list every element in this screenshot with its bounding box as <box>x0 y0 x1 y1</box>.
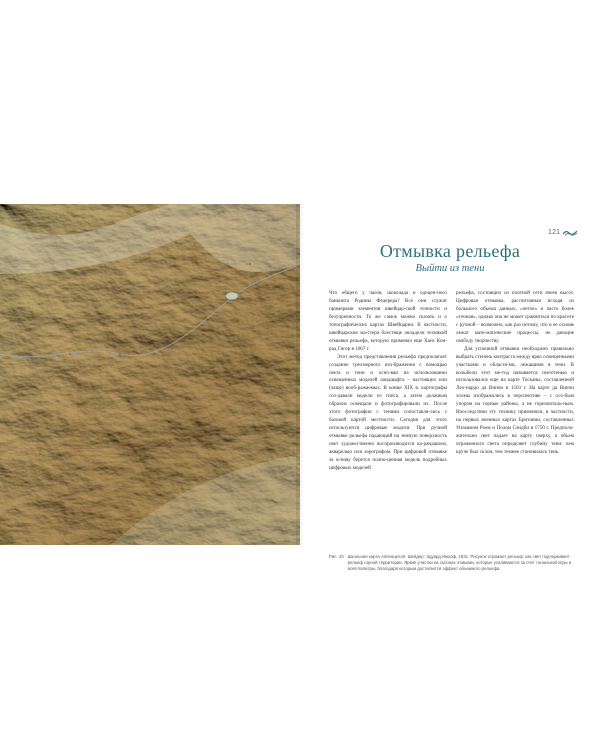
body-column-left <box>329 290 447 473</box>
chapter-subtitle: Выйти из тени <box>415 263 485 274</box>
page-number: 121 <box>548 229 561 236</box>
paragraph: Что общего у часов, шоколада и одоцен-ного банкинга Родины Федерера? Все они служат примерами элементов швейцар-ской точности и безупречности. То же самое можно сказать и о топографических картах Швейцарии. В частности, швейцарские ма-стера блестяще овладели техникой отмывки рельефа, которую применял еще Ханс Кон-рад Гигер в 1667 г. <box>329 290 447 352</box>
paragraph: Для успешной отмывки необходимо правильно выбрать степень контраста между ярко освещенными участками и областя-ми, лежащими в тени. В колыбели этот ме-тод называется светотенью и использовался еще на карте Тосканы, составленной Лео-нардо да Винчи в 1503 г. На карте да Винчи холмы изображались в перспективе – с осо-бым упором на горные районы, а не горизонталь-ным. Впоследствии эту технику применяли, в частности, на первых военных картах Британии, составленных Уильямом Роем и Полом Сэндби в 1750 г. Предполо-жительно свет падает на карту сверху, а объем отраженного света определяет глубину тени: чем круче был склон, тем темнее становилась тень. <box>456 345 574 456</box>
wave-ornament-icon <box>563 230 577 236</box>
paragraph: Этот метод представления рельефа предполагает создание трехмерного изо-бражения с помощью света и тени и осно-ван на использовании освещенных моделей ландшафта – настоящих или (чаще) вооб-ражаемых. В конце XIX в. картографы соз-давали модели из гипса, а затем должным образом освещали и фотографировали их. После этого фотографии с тенями сопоставля-лись с базовой картой местности. Сегодня для этого используются цифровые модели. При ручной отмывке рельефа падающий на земную поверхность свет художественно воспроизводится ка-рандашом, акварелью или аэрографом. При цифровой отмывке за основу берется полно-ценная модель подробных цифровых моделей <box>329 353 447 471</box>
relief-map-image <box>0 204 300 545</box>
paragraph: рельефа, состоящих из плотной сети ячеек высот. Цифровая отмывка, рассчитанная исходя из большого объема данных, «четче» и часто более «точная», однако она не может сравниться по красоте с ручной – возможно, как раз потому, что в ее основе лежат мате-матические процессы, не дающие свободу творчеству. <box>456 290 574 344</box>
figure-caption <box>329 554 579 572</box>
body-column-right <box>456 290 574 457</box>
page-number-group <box>548 229 577 236</box>
caption-label: Рис. 43 <box>329 554 344 559</box>
chapter-title: Отмывка рельефа <box>379 241 521 261</box>
caption-text: Школьная карта Аппенцелля. Шейдер: Эдуард Имхоф, 1931. Рисунок отражает рельеф: как свет подчеркивает рельеф горной территории. Яркие участки на склонах отмывки, которые усиливаются за счет тональной игры и всей палитры, благодаря которым достигается эффект объемного рельефа. <box>347 554 572 572</box>
